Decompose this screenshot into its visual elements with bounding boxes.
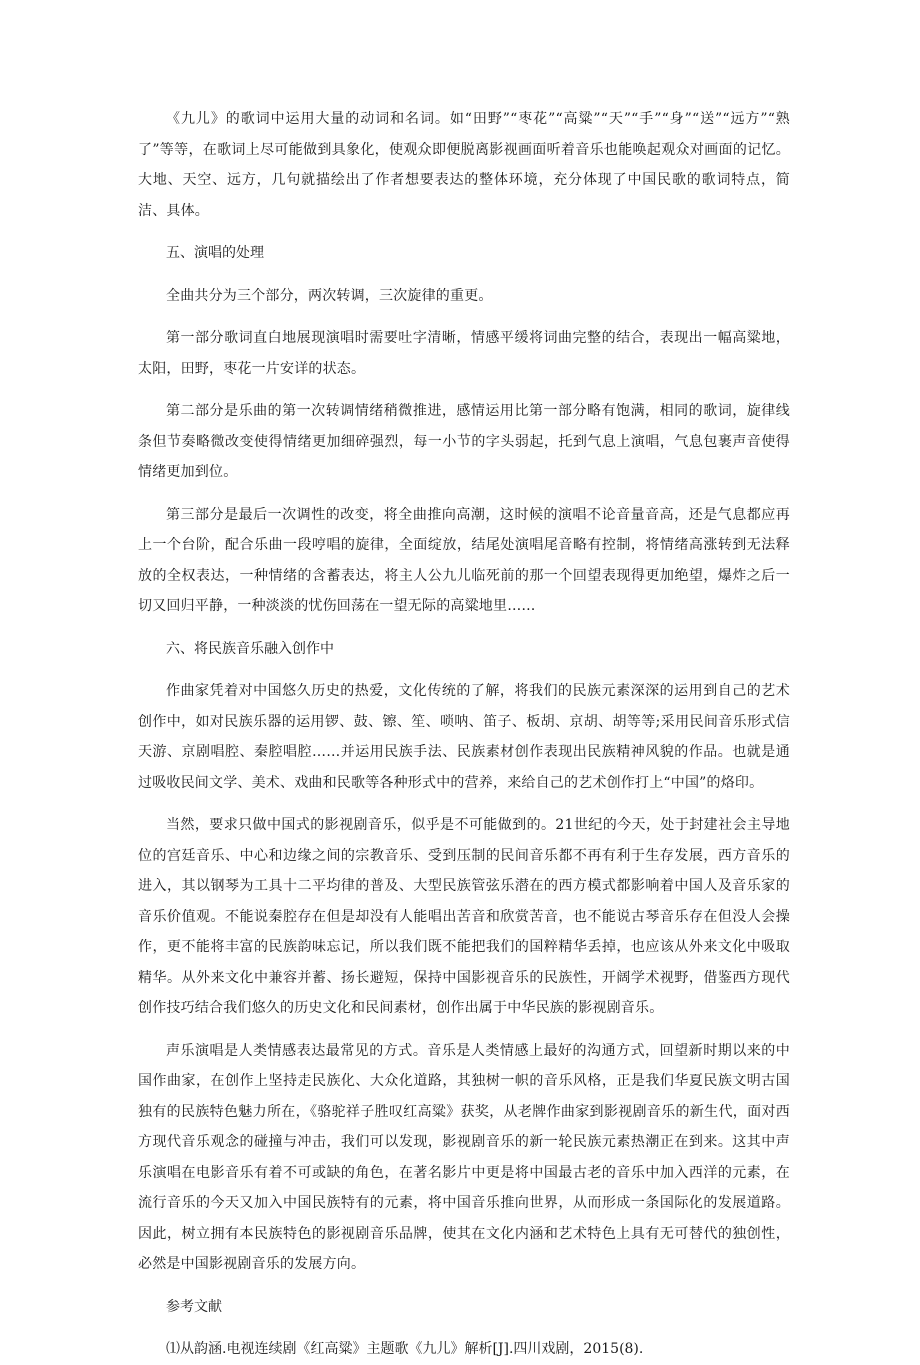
section-heading-national-music: 六、将民族音乐融入创作中 (166, 640, 334, 657)
document-page (138, 104, 790, 1365)
section-heading-singing: 五、演唱的处理 (166, 245, 264, 261)
paragraph-structure: 全曲共分为三个部分，两次转调，三次旋律的重更。 (166, 287, 493, 304)
paragraph-part-one: 第一部分歌词直白地展现演唱时需要吐字清晰，情感平缓将词曲完整的结合，表现出一幅高粱地，太阳，田野，枣花一片安详的状态。 (138, 330, 790, 377)
paragraph-part-three: 第三部分是最后一次调性的改变，将全曲推向高潮，这时候的演唱不论音量音高，还是气息都应再上一个台阶，配合乐曲一段哼唱的旋律，全面绽放，结尾处演唱尾音略有控制，将情绪高涨转到无法释放的全权表达，一种情绪的含蓄表达，将主人公九儿临死前的那一个回望表现得更加绝望，爆炸之后一切又回归平静，一种淡淡的忧伤回荡在一望无际的高粱地里…… (138, 506, 790, 614)
paragraph-modern-context: 当然，要求只做中国式的影视剧音乐，似乎是不可能做到的。21世纪的今天，处于封建社会主导地位的宫廷音乐、中心和边缘之间的宗教音乐、受到压制的民间音乐都不再有利于生存发展，西方音乐的进入，其以钢琴为工具十二平均律的普及、大型民族管弦乐潜在的西方模式都影响着中国人及音乐家的音乐价值观。不能说秦腔存在但是却没有人能唱出苦音和欣赏苦音，也不能说古琴音乐存在但没人会操作，更不能将丰富的民族韵味忘记，所以我们既不能把我们的国粹精华丢掉，也应该从外来文化中吸取精华。从外来文化中兼容并蓄、扬长避短，保持中国影视音乐的民族性，开阔学术视野，借鉴西方现代创作技巧结合我们悠久的历史文化和民间素材，创作出属于中华民族的影视剧音乐。 (138, 817, 790, 1016)
paragraph-part-two: 第二部分是乐曲的第一次转调情绪稍微推进，感情运用比第一部分略有饱满，相同的歌词，旋律线条但节奏略微改变使得情绪更加细碎强烈，每一小节的字头弱起，托到气息上演唱，气息包裹声音使得情绪更加到位。 (138, 403, 790, 480)
references-heading: 参考文献 (166, 1298, 222, 1315)
paragraph-vocal-performance: 声乐演唱是人类情感表达最常见的方式。音乐是人类情感上最好的沟通方式，回望新时期以来的中国作曲家，在创作上坚持走民族化、大众化道路，其独树一帜的音乐风格，正是我们华夏民族文明古国独有的民族特色魅力所在，《骆驼祥子胜叹红高粱》获奖，从老牌作曲家到影视剧音乐的新生代，面对西方现代音乐观念的碰撞与冲击，我们可以发现，影视剧音乐的新一轮民族元素热潮正在到来。这其中声乐演唱在电影音乐有着不可或缺的角色，在著名影片中更是将中国最古老的音乐中加入西洋的元素，在流行音乐的今天又加入中国民族特有的元素，将中国音乐推向世界，从而形成一条国际化的发展道路。因此，树立拥有本民族特色的影视剧音乐品牌，使其在文化内涵和艺术特色上具有无可替代的独创性，必然是中国影视剧音乐的发展方向。 (138, 1042, 790, 1272)
paragraph-lyrics-analysis: 《九儿》的歌词中运用大量的动词和名词。如“田野”“枣花”“高粱”“天”“手”“身”“送”“远方”“熟了”等等，在歌词上尽可能做到具象化，使观众即便脱离影视画面听着音乐也能唤起观众对画面的记忆。大地、天空、远方，几句就描绘出了作者想要表达的整体环境，充分体现了中国民歌的歌词特点，简洁、具体。 (138, 111, 790, 219)
reference-item: ⑴从韵涵.电视连续剧《红高粱》主题歌《九儿》解析[J].四川戏剧，2015(8). (166, 1341, 644, 1357)
paragraph-composer: 作曲家凭着对中国悠久历史的热爱，文化传统的了解，将我们的民族元素深深的运用到自己的艺术创作中，如对民族乐器的运用锣、鼓、镲、笙、唢呐、笛子、板胡、京胡、胡等等;采用民间音乐形式信天游、京剧唱腔、秦腔唱腔……并运用民族手法、民族素材创作表现出民族精神风貌的作品。也就是通过吸收民间文学、美术、戏曲和民歌等各种形式中的营养，来给自己的艺术创作打上“中国”的烙印。 (138, 683, 790, 791)
